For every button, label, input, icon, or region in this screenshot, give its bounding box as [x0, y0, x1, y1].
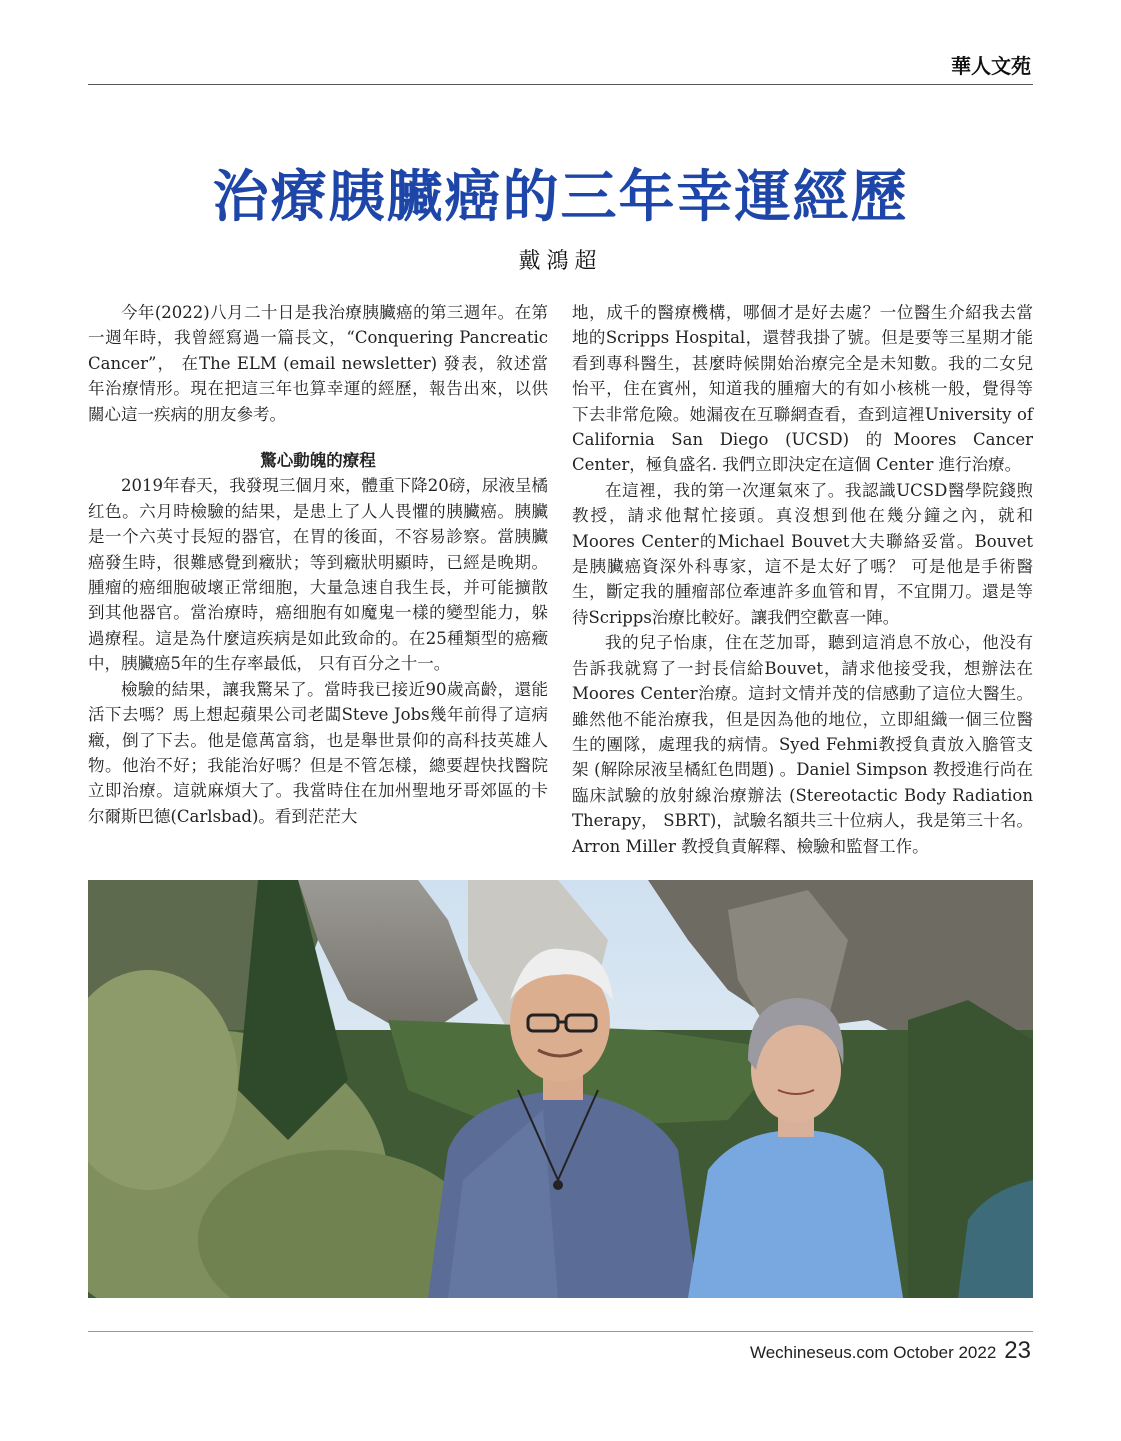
page-footer [750, 1337, 1031, 1365]
paragraph-first-luck: 在這裡，我的第一次運氣來了。我認識UCSD醫學院錢煦教授，請求他幫忙接頭。真沒想到他在幾分鐘之內，就和Moores Center的Michael Bouvet大夫聯絡妥當。Bouvet 是胰臟癌資深外科專家，這不是太好了嗎？ 可是他是手術醫生，斷定我的腫瘤部位牽連許多血管和胃，不宜開刀。還是等待Scripps治療比較好。讓我們空歡喜一陣。 [572, 480, 1033, 627]
bottom-divider [88, 1331, 1033, 1332]
page-number: 23 [1004, 1337, 1031, 1364]
photo-illustration [88, 880, 1033, 1298]
author-byline: 戴鴻超 [518, 249, 603, 274]
article-title: 治療胰臟癌的三年幸運經歷 [212, 164, 909, 230]
footer-site-date: Wechineseus.com October 2022 [749, 1343, 997, 1362]
paragraph-intro: 今年(2022)八月二十日是我治療胰臟癌的第三週年。在第一週年時，我曾經寫過一篇長文，“Conquering Pancreatic Cancer”， 在The ELM (email newsletter) 發表，敘述當年治療情形。現在把這三年也算幸運的經歷，報告出來，以供關心這一疾病的朋友參考。 [88, 303, 548, 424]
top-divider [88, 84, 1033, 85]
paragraph-team: 我的兒子怡康，住在芝加哥，聽到這消息不放心，他没有告訴我就寫了一封長信給Bouvet，請求他接受我，想辦法在Moores Center治療。這封文情并茂的信感動了這位大醫生。雖然他不能治療我，但是因為他的地位，立即組織一個三位醫生的團隊，處理我的病情。Syed Fehmi教授負責放入膽管支架 (解除尿液呈橘紅色問題) 。Daniel Simpson 教授進行尚在臨床試驗的放射線治療辦法 (Stereotactic Body Radiation Therapy， SBRT)，試驗名額共三十位病人，我是第三十名。Arron Miller 教授負責解釋、檢驗和監督工作。 [572, 633, 1033, 856]
paragraph-shock: 檢驗的結果，讓我驚呆了。當時我已接近90歲高齡，還能活下去嗎？馬上想起蘋果公司老闆Steve Jobs幾年前得了這病癥，倒了下去。他是億萬富翁，也是舉世景仰的高科技英雄人物。他治不好；我能治好嗎？但是不管怎樣，總要趕快找醫院立即治療。這就麻煩大了。我當時住在加州聖地牙哥郊區的卡尔爾斯巴德(Carlsbad)。看到茫茫大 [88, 679, 548, 826]
couple-photo [88, 880, 1033, 1298]
section-label: 華人文苑 [951, 54, 1031, 78]
left-column [88, 300, 548, 829]
paragraph-hospital-search: 地，成千的醫療機構，哪個才是好去處？一位醫生介紹我去當地的Scripps Hospital，還替我掛了號。但是要等三星期才能看到專科醫生，甚麼時候開始治療完全是未知數。我的二女兒怡平，住在賓州，知道我的腫瘤大的有如小核桃一般，覺得等下去非常危險。她漏夜在互聯網查看，查到這裡University of California San Diego (UCSD) 的Moores Cancer Center，極負盛名. 我們立即決定在這個 Center 進行治療。 [572, 303, 1033, 475]
right-column [572, 300, 1033, 859]
section-heading: 驚心動魄的療程 [260, 451, 376, 471]
paragraph-diagnosis: 2019年春天，我發現三個月來，體重下降20磅，尿液呈橘红色。六月時檢驗的結果，是患上了人人畏懼的胰臟癌。胰臟是一个六英寸長短的器官，在胃的後面，不容易診察。當胰臟癌發生時，很難感覺到癥狀；等到癥狀明顯時，已經是晚期。腫瘤的癌细胞破壞正常细胞，大量急速自我生長，并可能擴散到其他器官。當治療時，癌细胞有如魔鬼一樣的變型能力，躲過療程。這是為什麼這疾病是如此致命的。在25種類型的癌癥中，胰臟癌5年的生存率最低， 只有百分之十一。 [88, 476, 548, 674]
